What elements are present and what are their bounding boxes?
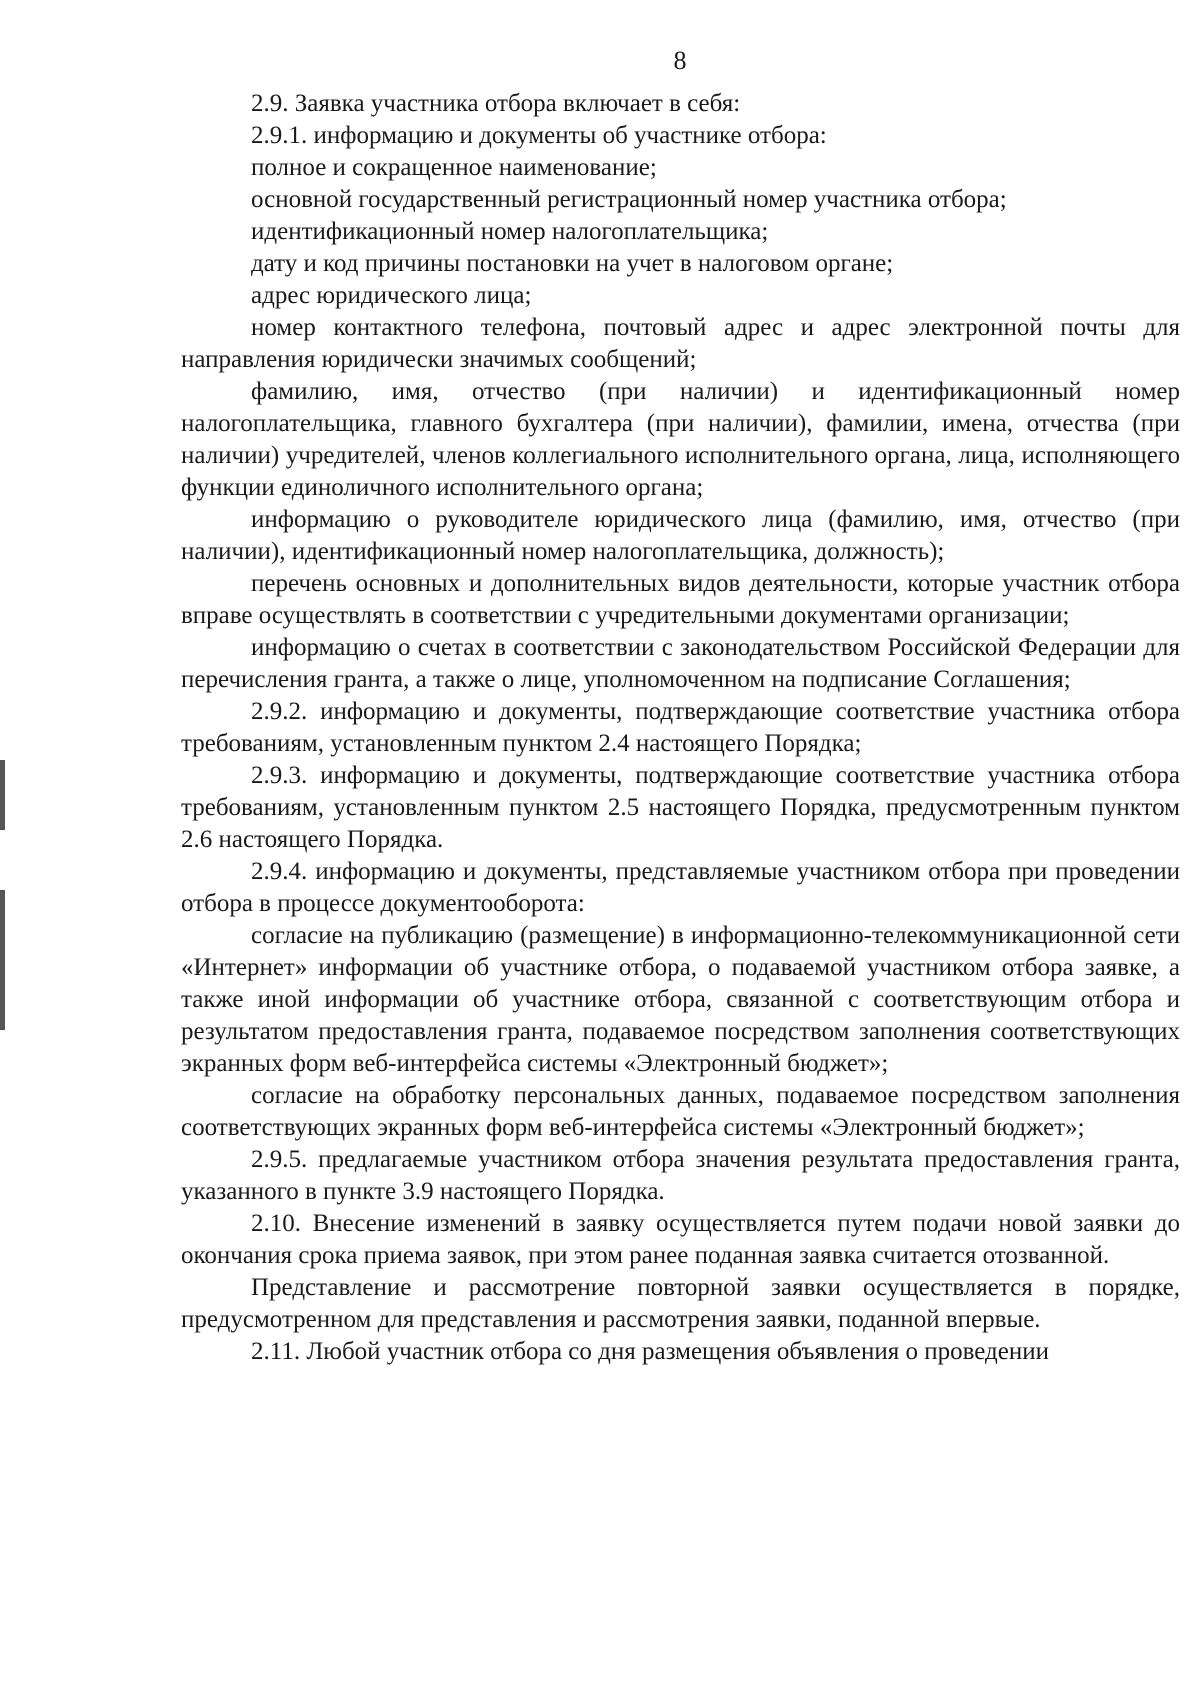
scan-edge-mark — [0, 760, 5, 830]
paragraph: согласие на обработку персональных данных, подаваемое посредством заполнения соответствующих экранных форм веб-интерфейса системы «Электронный бюджет»; — [181, 1082, 1180, 1141]
paragraph: 2.9.1. информацию и документы об участнике отбора: — [251, 122, 827, 149]
paragraph: перечень основных и дополнительных видов деятельности, которые участник отбора вправе осуществлять в соответствии с учредительными документами организации; — [181, 570, 1180, 629]
paragraph: 2.9.4. информацию и документы, представляемые участником отбора при проведении отбора в процессе документооборота: — [181, 858, 1180, 917]
paragraph: согласие на публикацию (размещение) в информационно-телекоммуникационной сети «Интернет» информации об участнике отбора, о подаваемой участником отбора заявке, а также иной информации об участнике отбора, связанной с соответствующим отбора и результатом предоставления гранта, подаваемое посредством заполнения соответствующих экранных форм веб-интерфейса системы «Электронный бюджет»; — [181, 922, 1180, 1077]
paragraph: основной государственный регистрационный номер участника отбора; — [251, 186, 1007, 213]
paragraph: адрес юридического лица; — [251, 282, 532, 309]
paragraph: номер контактного телефона, почтовый адрес и адрес электронной почты для направления юридически значимых сообщений; — [181, 314, 1180, 373]
scan-edge-mark — [0, 890, 5, 1030]
paragraph: дату и код причины постановки на учет в налоговом органе; — [251, 250, 894, 277]
paragraph: информацию о счетах в соответствии с законодательством Российской Федерации для перечисления гранта, а также о лице, уполномоченном на подписание Соглашения; — [181, 634, 1180, 693]
paragraph: полное и сокращенное наименование; — [251, 154, 657, 181]
paragraph: 2.9. Заявка участника отбора включает в себя: — [251, 90, 741, 117]
paragraph: идентификационный номер налогоплательщика; — [251, 218, 769, 245]
page-number: 8 — [673, 46, 687, 75]
paragraph: 2.11. Любой участник отбора со дня размещения объявления о проведении — [251, 1338, 1049, 1365]
paragraph: фамилию, имя, отчество (при наличии) и идентификационный номер налогоплательщика, главного бухгалтера (при наличии), фамилии, имена, отчества (при наличии) учредителей, членов коллегиального исполнительного органа, лица, исполняющего функции единоличного исполнительного органа; — [181, 378, 1180, 501]
paragraph: 2.9.3. информацию и документы, подтверждающие соответствие участника отбора требованиям, установленным пунктом 2.5 настоящего Порядка, предусмотренным пунктом 2.6 настоящего Порядка. — [181, 762, 1180, 853]
paragraph: 2.9.2. информацию и документы, подтверждающие соответствие участника отбора требованиям, установленным пунктом 2.4 настоящего Порядка; — [181, 698, 1180, 757]
paragraph: Представление и рассмотрение повторной заявки осуществляется в порядке, предусмотренном для представления и рассмотрения заявки, поданной впервые. — [181, 1274, 1180, 1333]
paragraph: 2.9.5. предлагаемые участником отбора значения результата предоставления гранта, указанного в пункте 3.9 настоящего Порядка. — [181, 1146, 1180, 1205]
document-body — [181, 88, 1180, 1368]
paragraph: 2.10. Внесение изменений в заявку осуществляется путем подачи новой заявки до окончания срока приема заявок, при этом ранее поданная заявка считается отозванной. — [181, 1210, 1180, 1269]
paragraph: информацию о руководителе юридического лица (фамилию, имя, отчество (при наличии), идентификационный номер налогоплательщика, должность); — [181, 506, 1180, 565]
